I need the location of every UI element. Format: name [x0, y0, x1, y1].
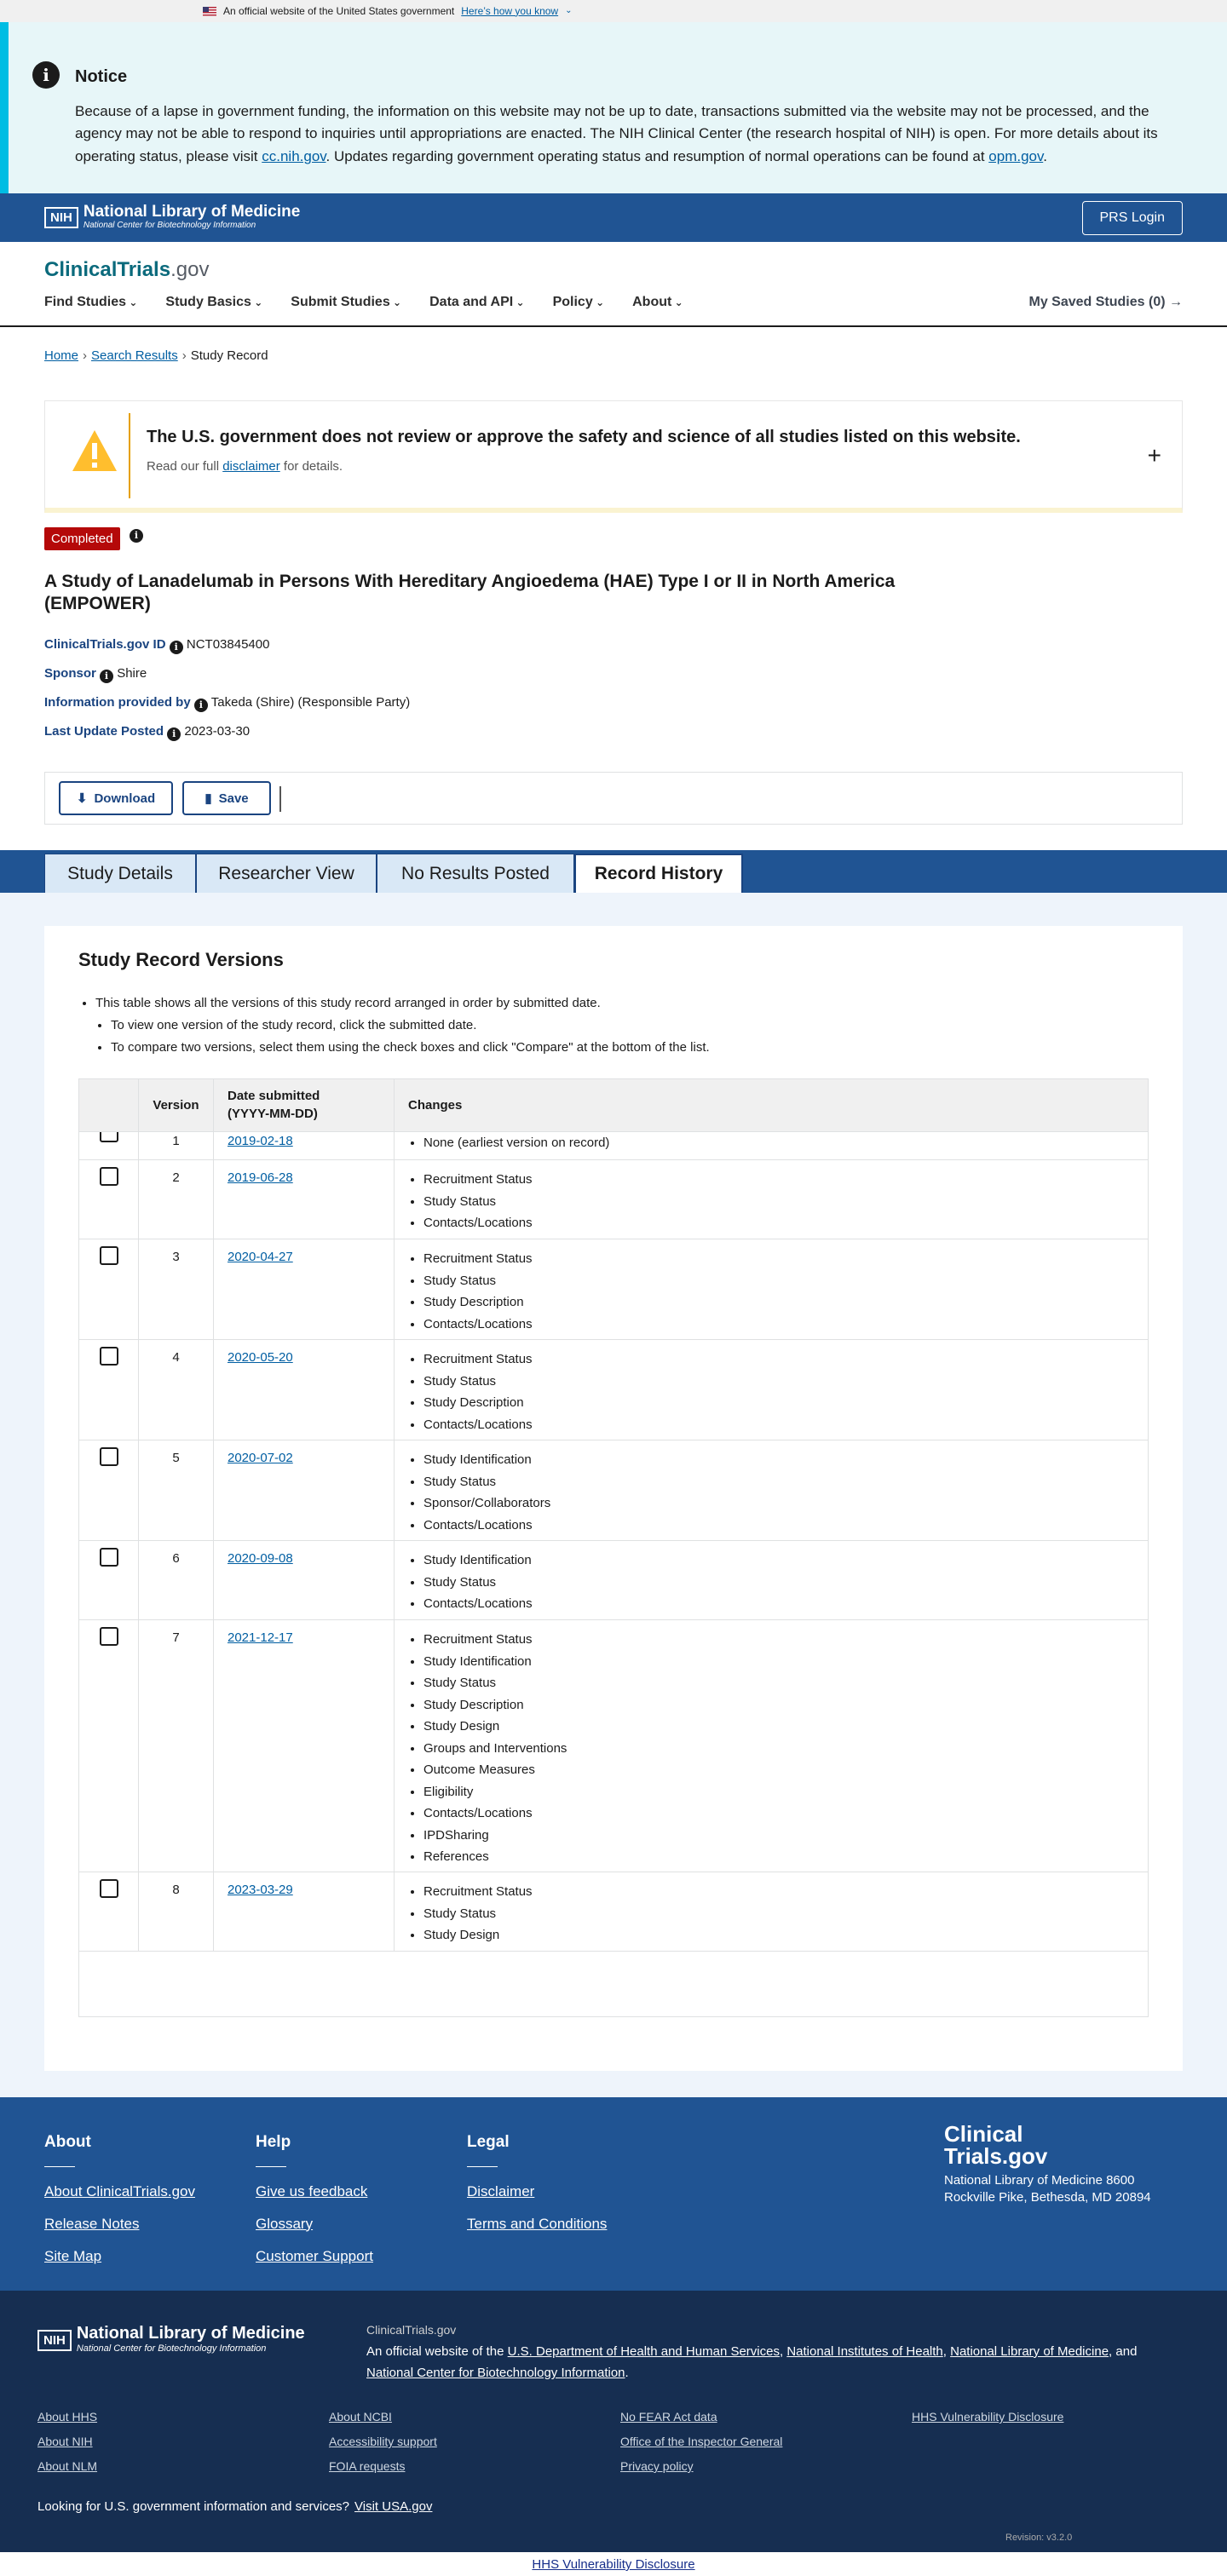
change-item: • Recruitment Status — [423, 1629, 1148, 1651]
nih-link[interactable]: National Institutes of Health — [786, 2343, 943, 2359]
version-date-link[interactable]: 2023-03-29 — [228, 1883, 293, 1897]
site-header — [0, 242, 1227, 327]
version-checkbox[interactable] — [100, 1246, 118, 1265]
date-cell — [214, 1160, 395, 1239]
disclaimer-link[interactable]: disclaimer — [222, 459, 280, 474]
disclaimer-text: Read our full disclaimer for details. — [147, 459, 343, 474]
footer-link-about-ncbi[interactable]: About NCBI — [329, 2410, 392, 2424]
header-changes: Changes — [408, 1098, 463, 1113]
change-item: • Study Identification — [423, 1651, 1148, 1673]
sponsor-value: Shire — [117, 666, 147, 681]
footer-link-release-notes[interactable]: Release Notes — [44, 2215, 140, 2232]
changes-cell — [395, 1340, 1148, 1440]
footer-link-site-map[interactable]: Site Map — [44, 2247, 102, 2264]
date-cell — [214, 1440, 395, 1540]
nlm-title: National Library of Medicine — [83, 202, 301, 221]
info-icon[interactable]: i — [167, 727, 181, 741]
footer-nlm-subtitle: National Center for Biotechnology Information — [76, 2343, 267, 2354]
breadcrumb-separator: › — [181, 348, 187, 363]
select-cell — [79, 1160, 139, 1239]
us-flag-icon — [203, 7, 216, 16]
version-date-link[interactable]: 2019-06-28 — [228, 1170, 293, 1185]
table-row — [79, 1132, 1148, 1160]
version-date-link[interactable]: 2020-09-08 — [228, 1551, 293, 1566]
change-item: • Study Description — [423, 1291, 1148, 1314]
last-update-label: Last Update Posted — [44, 724, 164, 739]
footer-link-hhs-vulnerability[interactable]: HHS Vulnerability Disclosure — [912, 2410, 1064, 2424]
footer-link-glossary[interactable]: Glossary — [256, 2215, 314, 2232]
footer-link-privacy[interactable]: Privacy policy — [620, 2459, 694, 2473]
changes-list — [408, 1629, 1148, 1868]
version-checkbox[interactable] — [100, 1548, 118, 1567]
date-cell — [214, 1239, 395, 1339]
opm-link[interactable]: opm.gov — [988, 147, 1044, 164]
change-item: • Study Status — [423, 1270, 1148, 1292]
change-item: • References — [423, 1846, 1148, 1868]
footer-link-inspector-general[interactable]: Office of the Inspector General — [620, 2435, 783, 2448]
date-cell — [214, 1541, 395, 1619]
footer-link-foia[interactable]: FOIA requests — [329, 2459, 406, 2473]
disclaimer-divider — [129, 413, 130, 498]
nlm-subtitle: National Center for Biotechnology Information — [83, 221, 256, 231]
footer-rule — [467, 2166, 498, 2167]
heres-how-you-know-link[interactable]: Here’s how you know — [461, 4, 559, 17]
version-checkbox[interactable] — [100, 1347, 118, 1366]
footer-ct-logo[interactable]: Clinical Trials.gov — [944, 2121, 1048, 2169]
footer-help-title: Help — [256, 2133, 291, 2151]
footer-link-feedback[interactable]: Give us feedback — [256, 2182, 368, 2199]
change-item: • Eligibility — [423, 1781, 1148, 1803]
visit-usa-gov-link[interactable]: Visit USA.gov — [354, 2499, 433, 2514]
change-item: • Study Status — [423, 1371, 1148, 1393]
change-item: • Study Design — [423, 1716, 1148, 1738]
agency-footer — [0, 2291, 1227, 2552]
change-item: • Contacts/Locations — [423, 1515, 1148, 1537]
change-item: • Study Description — [423, 1392, 1148, 1414]
info-icon: i — [32, 61, 60, 89]
changes-cell — [395, 1541, 1148, 1619]
breadcrumb-separator: › — [83, 348, 88, 363]
date-cell — [214, 1132, 395, 1159]
footer — [0, 2097, 1227, 2291]
change-item: • Study Status — [423, 1903, 1148, 1925]
download-button[interactable]: ⬇ Download — [59, 781, 173, 815]
instruction-subitem: • To compare two versions, select them using the check boxes and click "Compare" at the bottom of the list. — [111, 1037, 710, 1059]
tab-study-details[interactable]: Study Details — [44, 854, 196, 893]
version-number: 1 — [139, 1132, 214, 1159]
footer-about-title: About — [44, 2133, 91, 2151]
version-number: 3 — [139, 1239, 214, 1339]
versions-table — [78, 1078, 1149, 2017]
table-row — [79, 1239, 1148, 1340]
version-checkbox[interactable] — [100, 1627, 118, 1646]
info-icon[interactable]: i — [100, 670, 113, 683]
footer-link-disclaimer[interactable]: Disclaimer — [467, 2182, 535, 2199]
footer-legal-title: Legal — [467, 2133, 510, 2151]
nav-study-basics[interactable]: Study Basics ⌄ — [165, 293, 262, 312]
gov-banner — [0, 0, 1227, 22]
info-provided-row — [44, 693, 410, 712]
header-version: Version — [139, 1079, 214, 1131]
study-id-value: NCT03845400 — [186, 637, 270, 652]
notice-banner — [0, 22, 1227, 193]
change-item: • Groups and Interventions — [423, 1738, 1148, 1760]
select-cell — [79, 1620, 139, 1872]
nlm-header — [0, 193, 1227, 242]
last-update-row — [44, 722, 250, 741]
footer-nlm-title: National Library of Medicine — [76, 2324, 305, 2343]
study-tabs — [44, 854, 743, 893]
changes-list — [408, 1348, 1148, 1435]
version-number: 2 — [139, 1160, 214, 1239]
version-date-link[interactable]: 2021-12-17 — [228, 1630, 293, 1645]
footer-site-name: ClinicalTrials.gov — [366, 2323, 457, 2337]
changes-cell — [395, 1132, 1148, 1159]
revision-text: Revision: v3.2.0 — [1005, 2533, 1073, 2543]
version-checkbox[interactable] — [100, 1879, 118, 1898]
select-cell — [79, 1340, 139, 1440]
change-item: • Study Description — [423, 1694, 1148, 1716]
footer-link-about-ct[interactable]: About ClinicalTrials.gov — [44, 2182, 195, 2199]
footer-nlm-logo[interactable] — [37, 2325, 305, 2355]
tab-no-results-posted[interactable]: No Results Posted — [377, 854, 574, 893]
changes-list — [408, 1449, 1148, 1536]
instruction-subitem: • To view one version of the study record, click the submitted date. — [111, 1015, 710, 1037]
table-row — [79, 1620, 1148, 1872]
status-badge: Completed — [44, 527, 120, 550]
versions-title: Study Record Versions — [78, 949, 284, 970]
nav-data-and-api[interactable]: Data and API ⌄ — [429, 293, 524, 312]
nav-find-studies[interactable]: Find Studies ⌄ — [44, 293, 137, 312]
table-row — [79, 1872, 1148, 1952]
change-item: • Study Status — [423, 1191, 1148, 1213]
tab-record-history[interactable]: Record History — [574, 854, 743, 893]
action-bar — [44, 772, 1183, 825]
table-row — [79, 1440, 1148, 1541]
change-item: • Study Design — [423, 1924, 1148, 1946]
expand-toggle-icon[interactable]: + — [1147, 442, 1161, 469]
disclaimer-title: The U.S. government does not review or approve the safety and science of all studies listed on this website. — [147, 428, 1021, 446]
gov-banner-text: An official website of the United States government — [223, 4, 455, 17]
download-icon: ⬇ — [76, 791, 88, 806]
change-item: • Study Status — [423, 1672, 1148, 1694]
usa-gov-row: Looking for U.S. government information and services? Visit USA.gov — [37, 2499, 433, 2514]
footer-rule — [256, 2166, 286, 2167]
footer-about-col — [44, 2131, 195, 2273]
footer-link-accessibility[interactable]: Accessibility support — [329, 2435, 437, 2448]
footer-link-terms[interactable]: Terms and Conditions — [467, 2215, 608, 2232]
version-number: 5 — [139, 1440, 214, 1540]
change-item: • Contacts/Locations — [423, 1593, 1148, 1615]
warning-icon — [71, 427, 118, 474]
breadcrumb — [44, 347, 268, 365]
changes-list — [408, 1169, 1148, 1234]
footer-links-col1 — [37, 2405, 97, 2479]
save-button[interactable]: ▮ Save — [182, 781, 271, 815]
change-item: • IPDSharing — [423, 1825, 1148, 1847]
changes-cell — [395, 1239, 1148, 1339]
footer-link-about-nlm[interactable]: About NLM — [37, 2459, 98, 2473]
info-provided-value: Takeda (Shire) (Responsible Party) — [210, 695, 411, 710]
footer-link-no-fear[interactable]: No FEAR Act data — [620, 2410, 717, 2424]
cc-nih-link[interactable]: cc.nih.gov — [262, 147, 326, 164]
footer-link-customer-support[interactable]: Customer Support — [256, 2247, 373, 2264]
versions-instructions — [78, 992, 710, 1059]
footer-links-col3 — [620, 2405, 782, 2479]
change-item: • Study Status — [423, 1471, 1148, 1493]
date-cell — [214, 1872, 395, 1951]
select-cell — [79, 1132, 139, 1159]
notice-title: Notice — [75, 67, 128, 86]
changes-list — [408, 1132, 1148, 1154]
change-item: • Study Identification — [423, 1550, 1148, 1572]
version-date-link[interactable]: 2020-04-27 — [228, 1250, 293, 1264]
hhs-link[interactable]: U.S. Department of Health and Human Services — [507, 2343, 780, 2359]
footer-rule — [44, 2166, 75, 2167]
change-item: • Contacts/Locations — [423, 1212, 1148, 1234]
footer-official-text: ClinicalTrials.gov An official website of the U.S. Department of Health and Human Services, National Institutes of Health, National Library of Medicine, and National Center for Biotechnology Information. — [366, 2320, 1159, 2384]
changes-cell — [395, 1160, 1148, 1239]
version-date-link[interactable]: 2019-02-18 — [228, 1134, 293, 1148]
header-date: Date submitted (YYYY-MM-DD) — [214, 1079, 395, 1131]
info-provided-label: Information provided by — [44, 695, 191, 710]
version-checkbox[interactable] — [100, 1167, 118, 1186]
changes-list — [408, 1248, 1148, 1335]
version-number: 8 — [139, 1872, 214, 1951]
version-checkbox[interactable] — [100, 1447, 118, 1466]
date-cell — [214, 1620, 395, 1872]
versions-table-footer — [79, 1952, 1148, 2016]
changes-cell — [395, 1872, 1148, 1951]
changes-list — [408, 1881, 1148, 1946]
select-cell — [79, 1239, 139, 1339]
nav-submit-studies[interactable]: Submit Studies ⌄ — [291, 293, 401, 312]
change-item: • Outcome Measures — [423, 1759, 1148, 1781]
footer-link-about-nih[interactable]: About NIH — [37, 2435, 93, 2448]
disclaimer-box — [44, 400, 1183, 513]
prs-login-button[interactable]: PRS Login — [1082, 201, 1184, 235]
ncbi-link[interactable]: National Center for Biotechnology Information — [366, 2366, 625, 2381]
change-item: • Sponsor/Collaborators — [423, 1492, 1148, 1515]
info-icon[interactable]: i — [194, 699, 208, 712]
footer-links-col4 — [912, 2405, 1063, 2429]
footer-legal-col — [467, 2131, 607, 2240]
study-title: A Study of Lanadelumab in Persons With Hereditary Angioedema (HAE) Type I or II in North America (EMPOWER) — [44, 572, 896, 614]
chevron-down-icon: ⌄ — [565, 6, 573, 15]
last-update-value: 2023-03-30 — [184, 724, 251, 739]
change-item: • Study Status — [423, 1572, 1148, 1594]
nih-badge: NIH — [37, 2330, 72, 2351]
nlm-logo[interactable] — [44, 204, 300, 233]
change-item: • Recruitment Status — [423, 1348, 1148, 1371]
version-number: 7 — [139, 1620, 214, 1872]
nih-badge: NIH — [44, 207, 78, 228]
select-cell — [79, 1541, 139, 1619]
date-cell — [214, 1340, 395, 1440]
hhs-vulnerability-link[interactable]: HHS Vulnerability Disclosure — [532, 2557, 695, 2572]
breadcrumb-search-results[interactable]: Search Results — [91, 348, 178, 363]
select-cell — [79, 1440, 139, 1540]
nav-about[interactable]: About ⌄ — [632, 293, 683, 312]
saved-studies-link[interactable]: My Saved Studies (0) → — [1028, 295, 1183, 309]
clinicaltrials-logo[interactable]: ClinicalTrials.gov — [44, 258, 210, 281]
version-checkbox[interactable] — [100, 1132, 118, 1142]
action-divider — [279, 786, 281, 812]
changes-list — [408, 1550, 1148, 1615]
version-date-link[interactable]: 2020-07-02 — [228, 1451, 293, 1465]
nlm-link[interactable]: National Library of Medicine — [950, 2343, 1109, 2359]
instruction-item: • This table shows all the versions of this study record arranged in order by submitted date. • To view one version of the study record, click the submitted date. • To compare two versions, select them using the check boxes and click "Compare" at the bottom of the list. — [95, 992, 710, 1059]
nav-policy[interactable]: Policy ⌄ — [553, 293, 605, 312]
footer-links-col2 — [329, 2405, 437, 2479]
breadcrumb-current: Study Record — [190, 348, 268, 363]
change-item: • Recruitment Status — [423, 1881, 1148, 1903]
header-select — [79, 1079, 139, 1131]
tab-researcher-view[interactable]: Researcher View — [196, 854, 377, 893]
arrow-right-icon: → — [1169, 295, 1183, 309]
footer-help-col — [256, 2131, 373, 2273]
version-number: 6 — [139, 1541, 214, 1619]
table-row — [79, 1541, 1148, 1620]
changes-cell — [395, 1440, 1148, 1540]
versions-table-body — [79, 1132, 1148, 1952]
change-item: • Contacts/Locations — [423, 1314, 1148, 1336]
version-number: 4 — [139, 1340, 214, 1440]
changes-cell — [395, 1620, 1148, 1872]
version-date-link[interactable]: 2020-05-20 — [228, 1350, 293, 1365]
change-item: • Recruitment Status — [423, 1248, 1148, 1270]
table-row — [79, 1340, 1148, 1440]
footer-link-about-hhs[interactable]: About HHS — [37, 2410, 98, 2424]
record-versions-card — [44, 926, 1183, 2071]
select-cell — [79, 1872, 139, 1951]
sponsor-label: Sponsor — [44, 666, 96, 681]
versions-table-header — [79, 1079, 1148, 1132]
info-icon[interactable]: i — [170, 641, 183, 654]
change-item: • Recruitment Status — [423, 1169, 1148, 1191]
sponsor-row — [44, 664, 147, 683]
change-item: • None (earliest version on record) — [423, 1132, 1148, 1154]
notice-body: Because of a lapse in government funding, the information on this website may not be up to date, transactions submitted via the website may not be processed, and the agency may not be able to respond to inquiries until appropriations are enacted. The NIH Clinical Center (the research hospital of NIH) is open. For more details about its operating status, please visit cc.nih.gov. Updates regarding government operating status and resumption of normal operations can be found at opm.gov. — [75, 103, 1158, 164]
main-nav — [44, 293, 683, 312]
change-item: • Contacts/Locations — [423, 1803, 1148, 1825]
footer-address: National Library of Medicine 8600 Rockville Pike, Bethesda, MD 20894 — [944, 2173, 1151, 2205]
status-info-icon[interactable]: i — [130, 529, 143, 543]
bottom-link-row — [0, 2556, 1227, 2573]
table-row — [79, 1160, 1148, 1239]
study-id-label: ClinicalTrials.gov ID — [44, 637, 166, 652]
change-item: • Contacts/Locations — [423, 1414, 1148, 1436]
study-id-row — [44, 635, 269, 654]
change-item: • Study Identification — [423, 1449, 1148, 1471]
bookmark-icon: ▮ — [204, 791, 212, 806]
breadcrumb-home[interactable]: Home — [44, 348, 79, 363]
